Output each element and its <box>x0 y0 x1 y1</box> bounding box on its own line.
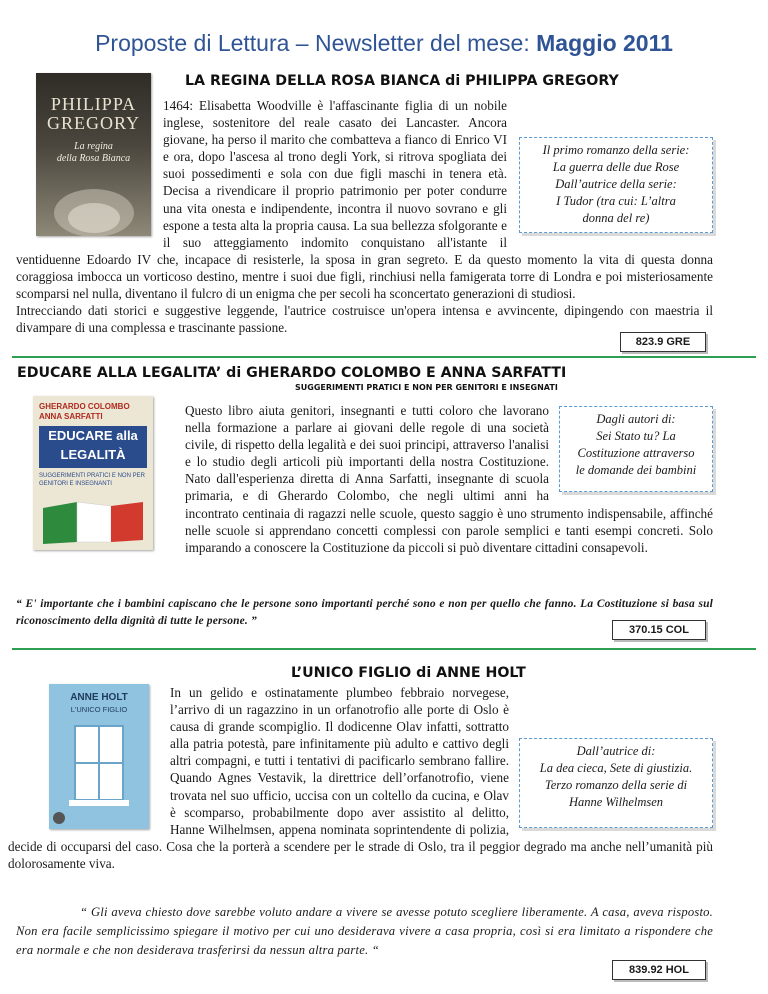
sidebox-line: Il primo romanzo della serie: <box>542 143 690 157</box>
book-2-quote: “ E' importante che i bambini capiscano che le persone sono importanti perché sono e non per quello che fanno. La Costituzione si basa sul riconoscimento della dignità di tutte le persone. ” <box>16 598 713 627</box>
sidebox-line: Sei Stato tu? La <box>596 429 676 443</box>
book-1-paragraph: Intrecciando dati storici e suggestive leggende, l'autrice costruisce un'opera intensa e avvincente, dipingendo con maestria il divampare di una complessa e trascinante passione. <box>16 303 713 336</box>
section-divider <box>12 356 756 358</box>
book-2-cover-title: EDUCARE alla LEGALITÀ <box>39 426 147 468</box>
book-2-cover-authors: GHERARDO COLOMBO ANNA SARFATTI <box>39 402 130 421</box>
book-3-heading: L’UNICO FIGLIO di ANNE HOLT <box>291 665 526 681</box>
sidebox-line: La guerra delle due Rose <box>552 160 680 174</box>
book-3-shelf-code: 839.92 HOL <box>612 960 706 980</box>
book-2-subheading: SUGGERIMENTI PRATICI E NON PER GENITORI E INSEGNATI <box>295 383 558 392</box>
sidebox-line: le domande dei bambini <box>575 463 697 477</box>
book-2-paragraph: Questo libro aiuta genitori, insegnanti e tutti coloro che lavorano nella formazione a parlare ai giovani delle regole di una società civile, di rispetto della legalità e dei suoi principi, attraverso l'analisi e lo studio degli articoli più importanti della nostra Costituzione. Nato dall'esperienza diretta di Anna Sarfatti, insegnante di scuola primaria, e di Gherardo Colombo, che negli ultimi anni ha incontrato centinaia di ragazzi nelle scuole, questo saggio è uno strumento indispensabile, affinché nelle scuole si apprendano concetti complessi con parole semplici e tanti esempi concreti. Solo imparando a conoscere la Costituzione da piccoli si può diventare cittadini consapevoli. <box>185 403 713 555</box>
book-1-description <box>16 94 713 336</box>
sidebox-line: Hanne Wilhelmsen <box>568 795 664 809</box>
book-3-cover-title: L'UNICO FIGLIO <box>70 705 128 714</box>
book-1-cover-author: PHILIPPA GREGORY <box>46 94 140 133</box>
book-2-sidebox <box>559 406 713 492</box>
book-1-heading: LA REGINA DELLA ROSA BIANCA di PHILIPPA GREGORY <box>185 73 619 89</box>
sidebox-line: Costituzione attraverso <box>577 446 695 460</box>
section-divider <box>12 648 756 650</box>
book-1-cover-title: La regina della Rosa Bianca <box>56 141 131 164</box>
page-title <box>0 30 768 57</box>
book-2-heading: EDUCARE ALLA LEGALITA’ di GHERARDO COLOMBO E ANNA SARFATTI <box>17 365 567 381</box>
sidebox-line: La dea cieca, Sete di giustizia. <box>539 761 693 775</box>
sidebox-line: Dall’autrice di: <box>576 744 656 758</box>
sidebox-line: I Tudor (tra cui: L’altra <box>556 194 676 208</box>
book-3-sidebox <box>519 738 713 828</box>
book-3-cover-author: ANNE HOLT <box>70 692 128 703</box>
page-title-month: Maggio 2011 <box>536 30 673 56</box>
sidebox-line: Terzo romanzo della serie di <box>544 778 688 792</box>
book-2-shelf-code: 370.15 COL <box>612 620 706 640</box>
page-title-prefix: Proposte di Lettura – Newsletter del mese: <box>95 30 537 56</box>
book-2-description <box>8 402 713 567</box>
book-2-cover-tagline: SUGGERIMENTI PRATICI E NON PER GENITORI E INSEGNANTI <box>39 473 145 487</box>
sidebox-line: Dagli autori di: <box>596 412 676 426</box>
sidebox-line: Dall’autrice della serie: <box>555 177 677 191</box>
book-1-sidebox <box>519 137 713 233</box>
book-1-paragraph: 1464: Elisabetta Woodville è l'affascinante figlia di un nobile inglese, sostenitore del reale casato dei Lancaster. Ancora giovane, ha perso il marito che combatteva a fianco di Enrico VI e ora, dopo l'ascesa al trono degli York, si ritrova spogliata dei suoi possedimenti e sola con due figli maschi in tenera età. Decisa a rivendicare il proprio patrimonio per poter condurre una vita onesta e indipendente, incontra il nuovo sovrano e gli espone a testa alta la propria causa. La sua bellezza sfolgorante e il suo atteggiamento indomito conquistano all'istante il ventiduenne Edoardo IV che, incapace di resisterle, la sposa in gran segreto. E da questo momento la vita di questa donna coraggiosa imbocca un vorticoso destino, mentre i suoi due figli, rinchiusi nella famigerata torre di Londra e poi misteriosamente scomparsi nel nulla, diventano il fulcro di un enigma che per secoli ha sconcertato generazioni di studiosi. <box>16 98 713 302</box>
book-3-quote: “ Gli aveva chiesto dove sarebbe voluto andare a vivere se avesse potuto scegliere liberamente. A casa, aveva risposto. Non era facile semplicissimo spiegare il motivo per cui uno desiderava vivere a casa propria, così si era limitato a rispondere che era normale e che non desiderava trasferirsi da nessun altra parte. “ <box>16 905 713 957</box>
book-3-paragraph: In un gelido e ostinatamente plumbeo febbraio norvegese, l’arrivo di un ragazzino in un orfanotrofio alle porte di Oslo è causa di grande scompiglio. Il dodicenne Olav infatti, sottratto alla patria potestà, pare infinitamente più adulto e cattivo degli altri compagni, e tutti i tentativi di pacificarlo sembrano fallire. Quando Agnes Vestavik, la direttrice dell’orfanotrofio, viene trovata nel suo ufficio, uccisa con un coltello da cucina, e Olav è scomparso, probabilmente dopo aver assistito al delitto, Hanne Wilhelmsen, appena nominata soprintendente di polizia, decide di occuparsi del caso. Cosa che la porterà a scendere per le strade di Oslo, tra il peggior degrado ma anche nell’umanità più dolorosamente viva. <box>8 685 713 871</box>
book-1-shelf-code: 823.9 GRE <box>620 332 706 352</box>
book-3-description <box>8 684 713 872</box>
sidebox-line: donna del re) <box>582 211 650 225</box>
